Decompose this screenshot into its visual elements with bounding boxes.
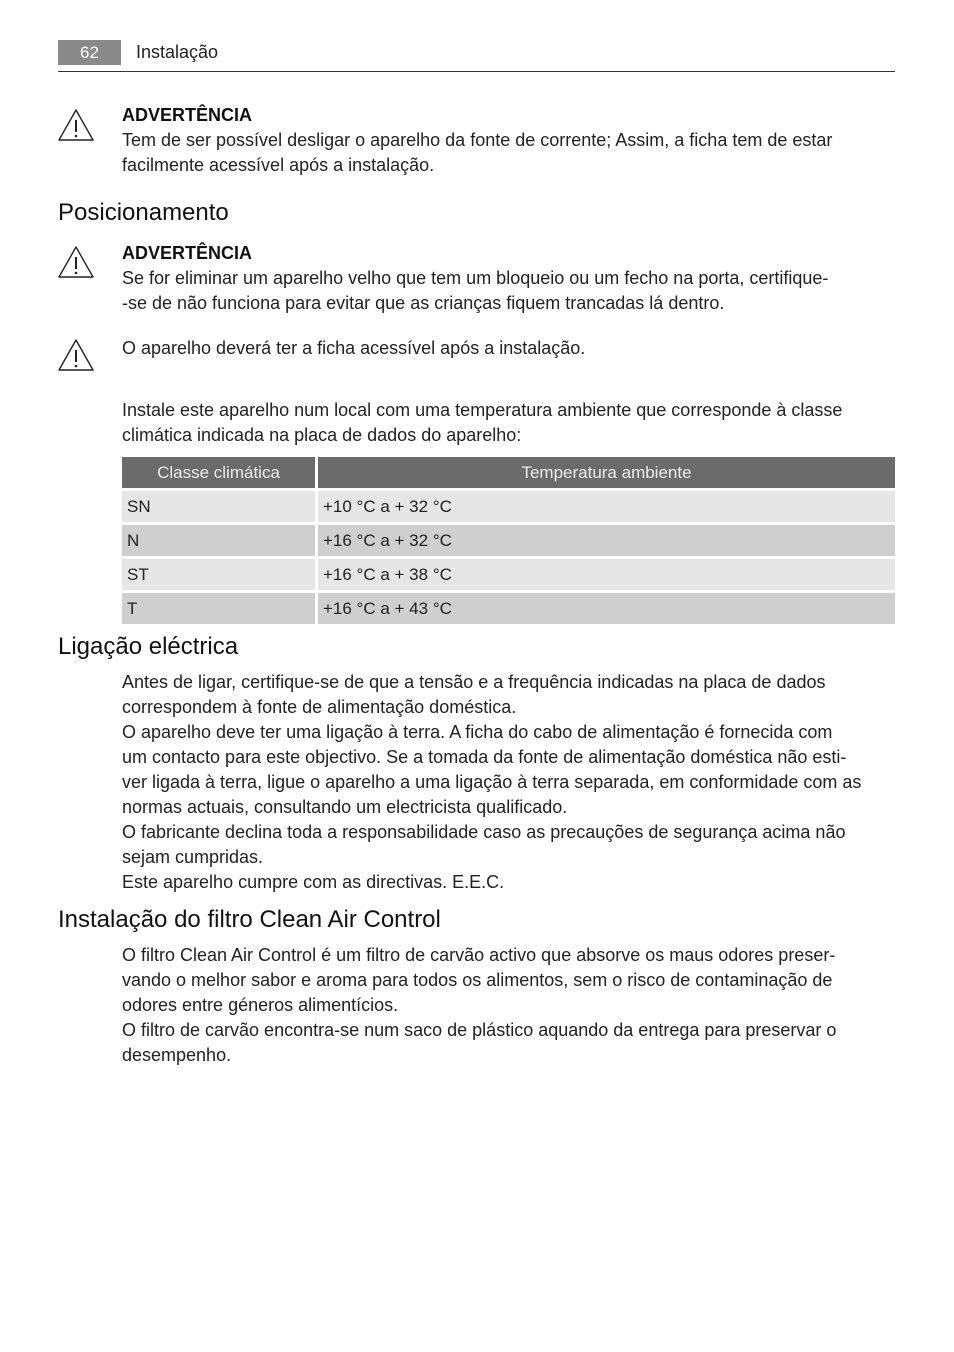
warning-label: ADVERTÊNCIA bbox=[122, 105, 253, 125]
heading-posicionamento: Posicionamento bbox=[58, 199, 229, 226]
table-cell: +16 °C a + 43 °C bbox=[318, 593, 895, 624]
body-line: Antes de ligar, certifique-se de que a tensão e a frequência indicadas na placa de dados bbox=[122, 672, 826, 692]
positioning-intro bbox=[122, 398, 895, 448]
warning-triangle-icon bbox=[57, 245, 95, 279]
body-line: sejam cumpridas. bbox=[122, 847, 264, 867]
climate-class-table bbox=[122, 454, 895, 627]
warning-block-2 bbox=[122, 241, 895, 316]
body-line: desempenho. bbox=[122, 1045, 232, 1065]
header-section-title: Instalação bbox=[136, 42, 219, 62]
table-cell: N bbox=[122, 525, 315, 556]
warning-text-line: -se de não funciona para evitar que as crianças fiquem trancadas lá dentro. bbox=[122, 293, 725, 313]
page-header bbox=[58, 40, 895, 72]
body-line: ver ligada à terra, ligue o aparelho a uma ligação à terra separada, em conformidade com as bbox=[122, 772, 862, 792]
body-line: odores entre géneros alimentícios. bbox=[122, 995, 399, 1015]
warning-block-1 bbox=[122, 103, 895, 178]
warning-text-line: Tem de ser possível desligar o aparelho da fonte de corrente; Assim, a ficha tem de estar bbox=[122, 130, 833, 150]
body-line: normas actuais, consultando um electricista qualificado. bbox=[122, 797, 568, 817]
intro-line: Instale este aparelho num local com uma temperatura ambiente que corresponde à classe bbox=[122, 400, 843, 420]
warning-triangle-icon bbox=[57, 108, 95, 142]
table-header-cell: Classe climática bbox=[122, 457, 315, 488]
table-row bbox=[122, 559, 895, 590]
body-line: O aparelho deve ter uma ligação à terra. A ficha do cabo de alimentação é fornecida com bbox=[122, 722, 833, 742]
warning-text-line: O aparelho deverá ter a ficha acessível após a instalação. bbox=[122, 338, 586, 358]
table-cell: ST bbox=[122, 559, 315, 590]
warning-text-line: Se for eliminar um aparelho velho que tem um bloqueio ou um fecho na porta, certifique- bbox=[122, 268, 829, 288]
warning-label: ADVERTÊNCIA bbox=[122, 243, 253, 263]
table-cell: +16 °C a + 32 °C bbox=[318, 525, 895, 556]
page-number: 62 bbox=[58, 40, 121, 65]
table-header-row bbox=[122, 457, 895, 488]
table-cell: SN bbox=[122, 491, 315, 522]
warning-text-line: facilmente acessível após a instalação. bbox=[122, 155, 435, 175]
body-line: O fabricante declina toda a responsabilidade caso as precauções de segurança acima não bbox=[122, 822, 846, 842]
table-cell: +16 °C a + 38 °C bbox=[318, 559, 895, 590]
body-line: um contacto para este objectivo. Se a tomada da fonte de alimentação doméstica não esti- bbox=[122, 747, 847, 767]
body-line: vando o melhor sabor e aroma para todos os alimentos, sem o risco de contaminação de bbox=[122, 970, 833, 990]
table-cell: T bbox=[122, 593, 315, 624]
heading-ligacao-electrica: Ligação eléctrica bbox=[58, 633, 239, 660]
table-row bbox=[122, 491, 895, 522]
filter-body bbox=[122, 943, 895, 1068]
table-cell: +10 °C a + 32 °C bbox=[318, 491, 895, 522]
warning-triangle-icon bbox=[57, 338, 95, 372]
heading-filtro-clean-air: Instalação do filtro Clean Air Control bbox=[58, 906, 441, 933]
table-row bbox=[122, 593, 895, 624]
table-header-cell: Temperatura ambiente bbox=[318, 457, 895, 488]
electrical-body bbox=[122, 670, 895, 895]
table-row bbox=[122, 525, 895, 556]
intro-line: climática indicada na placa de dados do aparelho: bbox=[122, 425, 522, 445]
body-line: Este aparelho cumpre com as directivas. E.E.C. bbox=[122, 872, 505, 892]
body-line: O filtro Clean Air Control é um filtro de carvão activo que absorve os maus odores preser- bbox=[122, 945, 836, 965]
body-line: O filtro de carvão encontra-se num saco de plástico aquando da entrega para preservar o bbox=[122, 1020, 837, 1040]
warning-block-3 bbox=[122, 336, 895, 361]
body-line: correspondem à fonte de alimentação doméstica. bbox=[122, 697, 517, 717]
